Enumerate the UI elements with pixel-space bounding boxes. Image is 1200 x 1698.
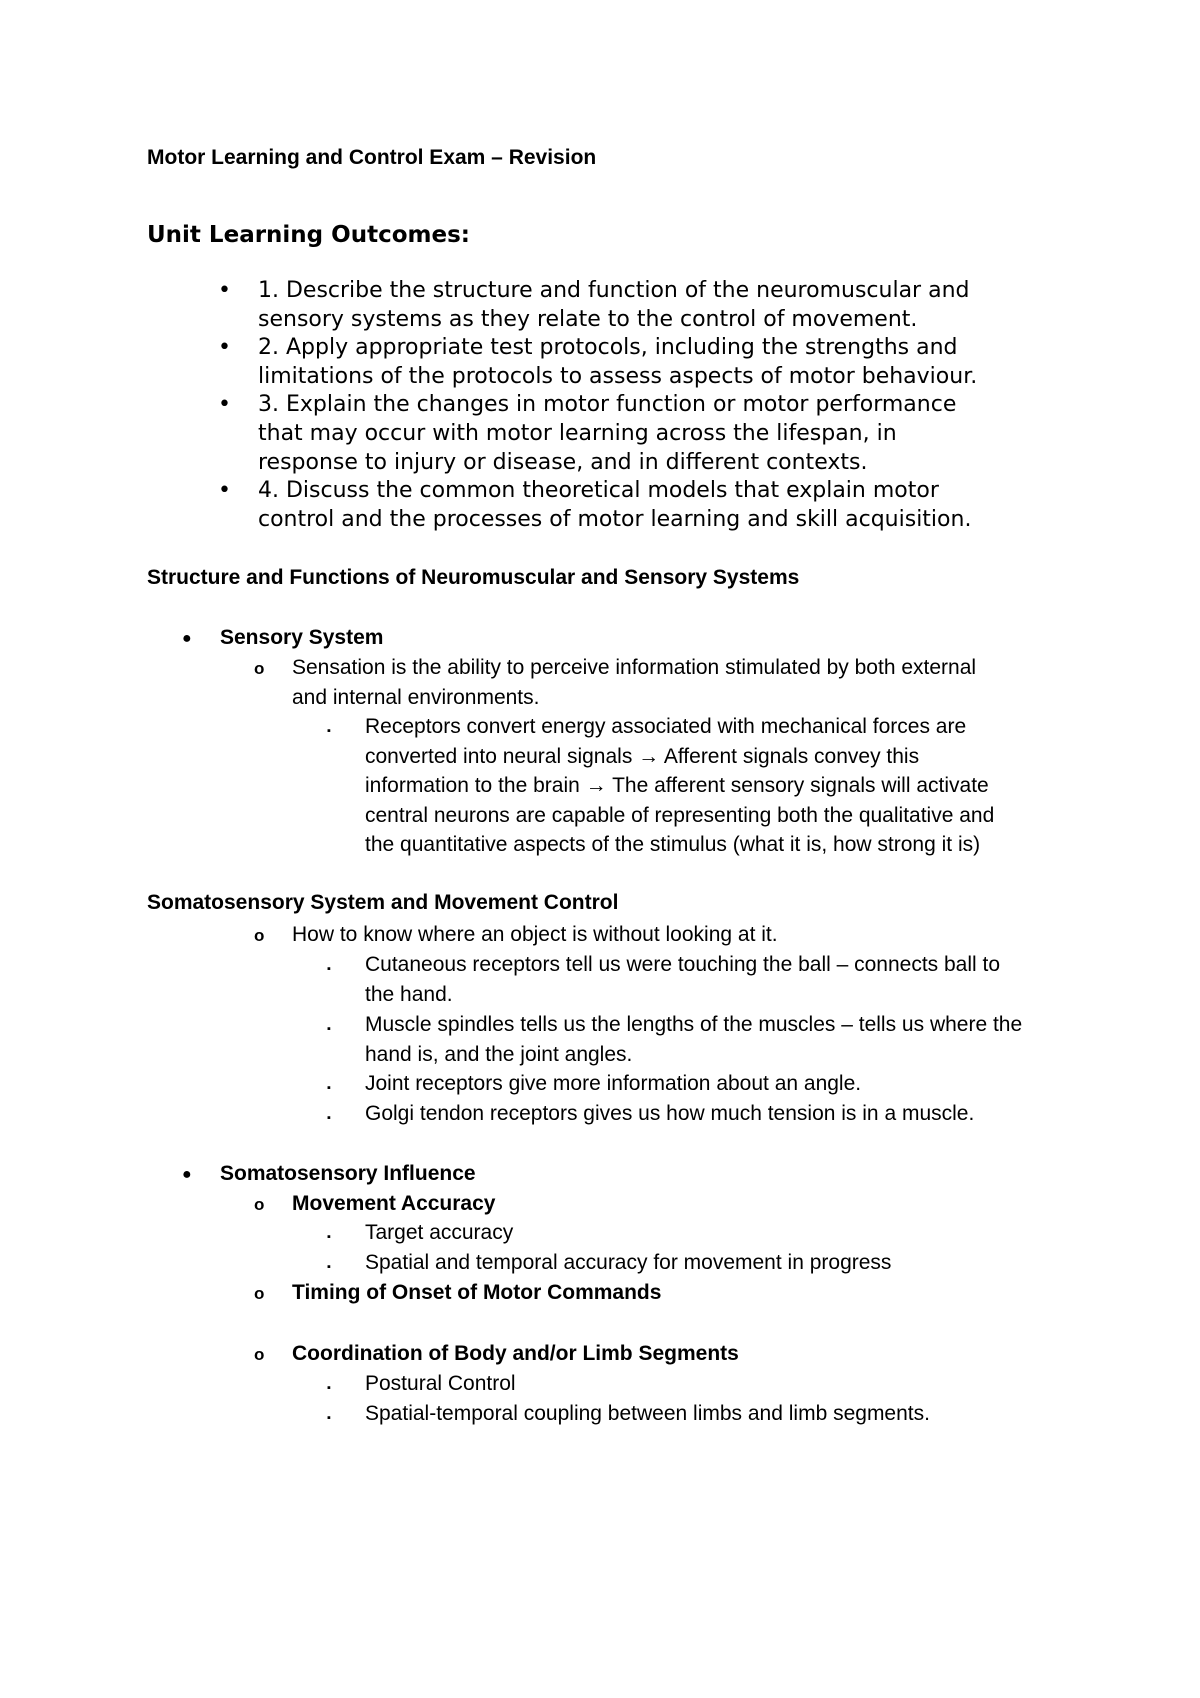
list-item-question <box>254 920 1072 950</box>
list-item-line: hand is, and the joint angles. <box>365 1042 633 1066</box>
section-heading-structure: Structure and Functions of Neuromuscular and Sensory Systems <box>147 566 800 589</box>
outcome-line: limitations of the protocols to assess aspects of motor behaviour. <box>258 363 978 389</box>
square-bullet-icon: ▪ <box>327 963 331 975</box>
list-item-coordination <box>254 1339 1072 1369</box>
list-item-joint <box>327 1069 1055 1099</box>
document-title: Motor Learning and Control Exam – Revision <box>147 146 597 169</box>
list-item-sensory-system <box>182 623 383 653</box>
hollow-circle-bullet-icon: o <box>254 1195 265 1214</box>
bullet-icon: • <box>218 392 231 418</box>
list-item-line: Spatial and temporal accuracy for movement in progress <box>365 1251 892 1274</box>
outcome-line: 2. Apply appropriate test protocols, including the strengths and <box>258 335 958 361</box>
list-item-receptors <box>327 712 1055 860</box>
outcome-line: that may occur with motor learning across the lifespan, in <box>258 420 897 446</box>
list-item-line: Timing of Onset of Motor Commands <box>292 1281 662 1304</box>
list-item-line: Receptors convert energy associated with mechanical forces are <box>365 715 967 738</box>
list-item-line: How to know where an object is without looking at it. <box>292 923 778 946</box>
list-item-line: Sensation is the ability to perceive information stimulated by both external <box>292 656 977 679</box>
list-item-line: the hand. <box>365 982 453 1006</box>
square-bullet-icon: ▪ <box>327 1023 331 1035</box>
bullet-icon: • <box>218 335 231 361</box>
square-bullet-icon: ▪ <box>327 1231 331 1243</box>
square-bullet-icon: ▪ <box>327 1412 331 1424</box>
square-bullet-icon: ▪ <box>327 725 331 737</box>
list-item-line: Postural Control <box>365 1372 516 1395</box>
outcome-line: control and the processes of motor learning and skill acquisition. <box>258 506 972 532</box>
list-item-golgi <box>327 1099 1055 1129</box>
square-bullet-icon: ▪ <box>327 1261 331 1273</box>
list-item-line: Movement Accuracy <box>292 1192 496 1215</box>
hollow-circle-bullet-icon: o <box>254 1284 265 1303</box>
outcomes-heading: Unit Learning Outcomes: <box>147 222 470 248</box>
list-item-label: Somatosensory Influence <box>220 1162 476 1185</box>
list-item-spatial-temporal-accuracy <box>327 1248 1055 1278</box>
list-item-line: Target accuracy <box>365 1221 514 1244</box>
list-item-line: converted into neural signals → Afferent signals convey this <box>365 744 920 768</box>
list-item-timing <box>254 1278 1072 1308</box>
list-item-line: Spatial-temporal coupling between limbs and limb segments. <box>365 1402 930 1425</box>
hollow-circle-bullet-icon: o <box>254 1345 265 1364</box>
outcome-line: sensory systems as they relate to the control of movement. <box>258 306 918 332</box>
filled-circle-bullet-icon: ● <box>182 630 192 647</box>
outcome-item-1 <box>210 277 1080 334</box>
list-item-sensation <box>254 653 1072 712</box>
outcome-line: response to injury or disease, and in different contexts. <box>258 449 868 475</box>
hollow-circle-bullet-icon: o <box>254 926 265 945</box>
outcome-line: 3. Explain the changes in motor function or motor performance <box>258 392 957 418</box>
list-item-line: and internal environments. <box>292 685 540 709</box>
outcome-item-4 <box>210 477 1080 534</box>
list-item-somatosensory-influence <box>182 1159 476 1189</box>
bullet-icon: • <box>218 278 231 303</box>
square-bullet-icon: ▪ <box>327 1382 331 1394</box>
list-item-target-accuracy <box>327 1218 1055 1248</box>
list-item-postural-control <box>327 1369 1055 1399</box>
list-item-label: Sensory System <box>220 626 384 649</box>
list-item-spindles <box>327 1010 1105 1069</box>
outcomes-list <box>210 277 1080 534</box>
list-item-line: Joint receptors give more information about an angle. <box>365 1072 862 1095</box>
square-bullet-icon: ▪ <box>327 1112 331 1124</box>
list-item-cutaneous <box>327 950 1055 1009</box>
outcome-item-3 <box>210 391 1080 477</box>
list-item-line: Muscle spindles tells us the lengths of the muscles – tells us where the <box>365 1013 1023 1036</box>
list-item-coupling <box>327 1399 1055 1429</box>
bullet-icon: • <box>218 478 231 504</box>
hollow-circle-bullet-icon: o <box>254 659 265 678</box>
list-item-movement-accuracy <box>254 1189 1072 1219</box>
section-heading-somatosensory: Somatosensory System and Movement Control <box>147 891 619 914</box>
list-item-line: central neurons are capable of representing both the qualitative and <box>365 803 995 827</box>
outcome-item-2 <box>210 334 1080 391</box>
list-item-line: Cutaneous receptors tell us were touching the ball – connects ball to <box>365 953 1001 976</box>
filled-circle-bullet-icon: ● <box>182 1166 192 1183</box>
list-item-line: Coordination of Body and/or Limb Segments <box>292 1342 739 1365</box>
outcome-line: 1. Describe the structure and function of the neuromuscular and <box>258 278 970 303</box>
list-item-line: Golgi tendon receptors gives us how much tension is in a muscle. <box>365 1102 975 1125</box>
outcome-line: 4. Discuss the common theoretical models that explain motor <box>258 478 939 504</box>
list-item-line: the quantitative aspects of the stimulus (what it is, how strong it is) <box>365 833 981 856</box>
square-bullet-icon: ▪ <box>327 1082 331 1094</box>
list-item-line: information to the brain → The afferent sensory signals will activate <box>365 774 989 797</box>
